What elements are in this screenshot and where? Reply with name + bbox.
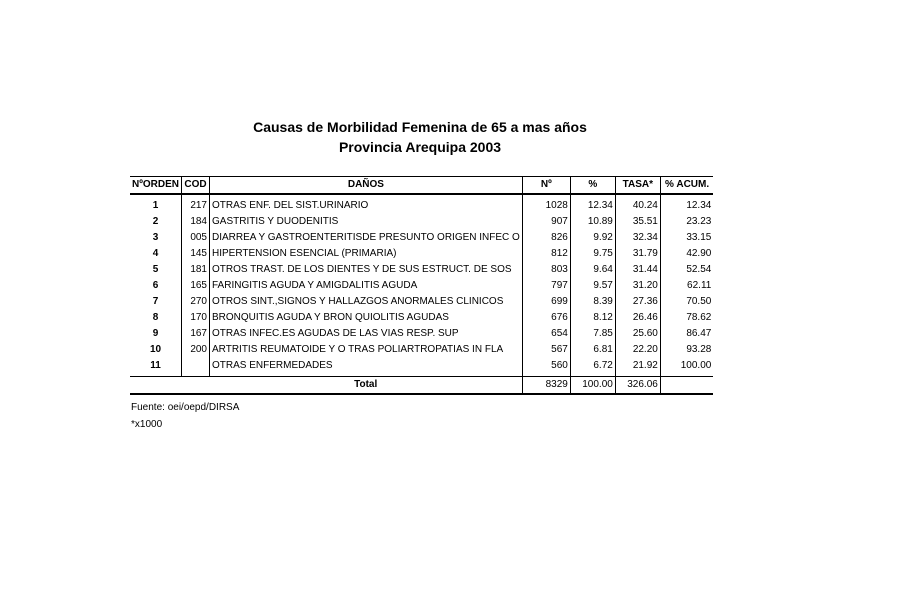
row-cod: 167 [182, 326, 210, 342]
row-acum: 70.50 [660, 294, 713, 310]
row-n: 567 [522, 342, 570, 358]
table-row [130, 342, 713, 358]
total-blank-cell [130, 377, 182, 395]
row-pct: 12.34 [570, 194, 615, 214]
row-n: 699 [522, 294, 570, 310]
morbidity-table [130, 176, 713, 395]
row-orden: 8 [152, 312, 159, 323]
row-n: 654 [522, 326, 570, 342]
row-dano: OTROS TRAST. DE LOS DIENTES Y DE SUS ESTRUCT. DE SOS [210, 262, 523, 278]
row-n: 803 [522, 262, 570, 278]
col-header-danos: DAÑOS [210, 177, 523, 195]
row-pct: 7.85 [570, 326, 615, 342]
row-orden: 11 [150, 360, 161, 371]
col-header-pct: % [570, 177, 615, 195]
row-cod: 270 [182, 294, 210, 310]
row-pct: 6.81 [570, 342, 615, 358]
row-pct: 8.12 [570, 310, 615, 326]
row-dano: ARTRITIS REUMATOIDE Y O TRAS POLIARTROPATIAS IN FLA [210, 342, 523, 358]
col-header-orden: NºORDEN [130, 177, 182, 195]
row-n: 560 [522, 358, 570, 377]
row-orden: 5 [152, 264, 159, 275]
row-n: 676 [522, 310, 570, 326]
table-row [130, 214, 713, 230]
table-row [130, 278, 713, 294]
row-acum: 93.28 [660, 342, 713, 358]
col-header-acum: % ACUM. [660, 177, 713, 195]
row-tasa: 26.46 [615, 310, 660, 326]
row-tasa: 31.44 [615, 262, 660, 278]
row-orden: 9 [152, 328, 159, 339]
total-label: Total [210, 377, 523, 395]
row-dano: OTRAS ENFERMEDADES [210, 358, 523, 377]
row-n: 1028 [522, 194, 570, 214]
row-cod: 181 [182, 262, 210, 278]
page-title: Causas de Morbilidad Femenina de 65 a mas años [253, 119, 587, 135]
row-dano: OTRAS INFEC.ES AGUDAS DE LAS VIAS RESP. SUP [210, 326, 523, 342]
row-dano: DIARREA Y GASTROENTERITISDE PRESUNTO ORIGEN INFEC O [210, 230, 523, 246]
row-pct: 9.92 [570, 230, 615, 246]
total-row [130, 377, 713, 395]
footnote: *x1000 [131, 419, 163, 430]
row-acum: 100.00 [660, 358, 713, 377]
row-dano: OTROS SINT.,SIGNOS Y HALLAZGOS ANORMALES CLINICOS [210, 294, 523, 310]
row-tasa: 27.36 [615, 294, 660, 310]
row-n: 907 [522, 214, 570, 230]
page-subtitle: Provincia Arequipa 2003 [338, 139, 502, 155]
row-acum: 33.15 [660, 230, 713, 246]
row-orden: 4 [152, 248, 159, 259]
row-n: 812 [522, 246, 570, 262]
row-acum: 12.34 [660, 194, 713, 214]
total-tasa: 326.06 [615, 377, 660, 395]
row-tasa: 40.24 [615, 194, 660, 214]
row-orden: 10 [149, 344, 162, 355]
table-row [130, 246, 713, 262]
table-row [130, 230, 713, 246]
total-pct: 100.00 [570, 377, 615, 395]
total-n: 8329 [522, 377, 570, 395]
table-row [130, 194, 713, 214]
row-cod: 200 [182, 342, 210, 358]
row-dano: BRONQUITIS AGUDA Y BRON QUIOLITIS AGUDAS [210, 310, 523, 326]
row-orden: 2 [152, 216, 159, 227]
row-tasa: 35.51 [615, 214, 660, 230]
row-tasa: 31.20 [615, 278, 660, 294]
row-cod: 145 [182, 246, 210, 262]
source-note: Fuente: oei/oepd/DIRSA [131, 402, 240, 413]
col-header-n: Nº [522, 177, 570, 195]
row-pct: 9.75 [570, 246, 615, 262]
row-pct: 6.72 [570, 358, 615, 377]
row-n: 826 [522, 230, 570, 246]
table-row [130, 326, 713, 342]
row-cod: 184 [182, 214, 210, 230]
row-cod: 170 [182, 310, 210, 326]
row-cod: 005 [182, 230, 210, 246]
row-dano: HIPERTENSION ESENCIAL (PRIMARIA) [210, 246, 523, 262]
row-cod [182, 358, 210, 377]
row-pct: 8.39 [570, 294, 615, 310]
row-cod: 165 [182, 278, 210, 294]
row-dano: OTRAS ENF. DEL SIST.URINARIO [210, 194, 523, 214]
row-tasa: 21.92 [615, 358, 660, 377]
row-acum: 78.62 [660, 310, 713, 326]
col-header-tasa: TASA* [615, 177, 660, 195]
row-orden: 3 [152, 232, 159, 243]
row-cod: 217 [182, 194, 210, 214]
row-acum: 52.54 [660, 262, 713, 278]
row-tasa: 22.20 [615, 342, 660, 358]
row-tasa: 25.60 [615, 326, 660, 342]
table-row [130, 310, 713, 326]
total-acum-empty [660, 377, 713, 395]
row-acum: 62.11 [660, 278, 713, 294]
row-pct: 9.64 [570, 262, 615, 278]
table-row [130, 294, 713, 310]
total-blank-cell [182, 377, 210, 395]
row-acum: 86.47 [660, 326, 713, 342]
row-tasa: 32.34 [615, 230, 660, 246]
row-pct: 9.57 [570, 278, 615, 294]
table-row [130, 358, 713, 377]
row-orden: 1 [152, 200, 159, 211]
row-dano: GASTRITIS Y DUODENITIS [210, 214, 523, 230]
table-row [130, 262, 713, 278]
row-orden: 7 [152, 296, 159, 307]
header-row [130, 177, 713, 195]
row-acum: 42.90 [660, 246, 713, 262]
col-header-cod: COD [182, 177, 210, 195]
row-pct: 10.89 [570, 214, 615, 230]
row-dano: FARINGITIS AGUDA Y AMIGDALITIS AGUDA [210, 278, 523, 294]
row-orden: 6 [152, 280, 159, 291]
row-tasa: 31.79 [615, 246, 660, 262]
row-acum: 23.23 [660, 214, 713, 230]
row-n: 797 [522, 278, 570, 294]
